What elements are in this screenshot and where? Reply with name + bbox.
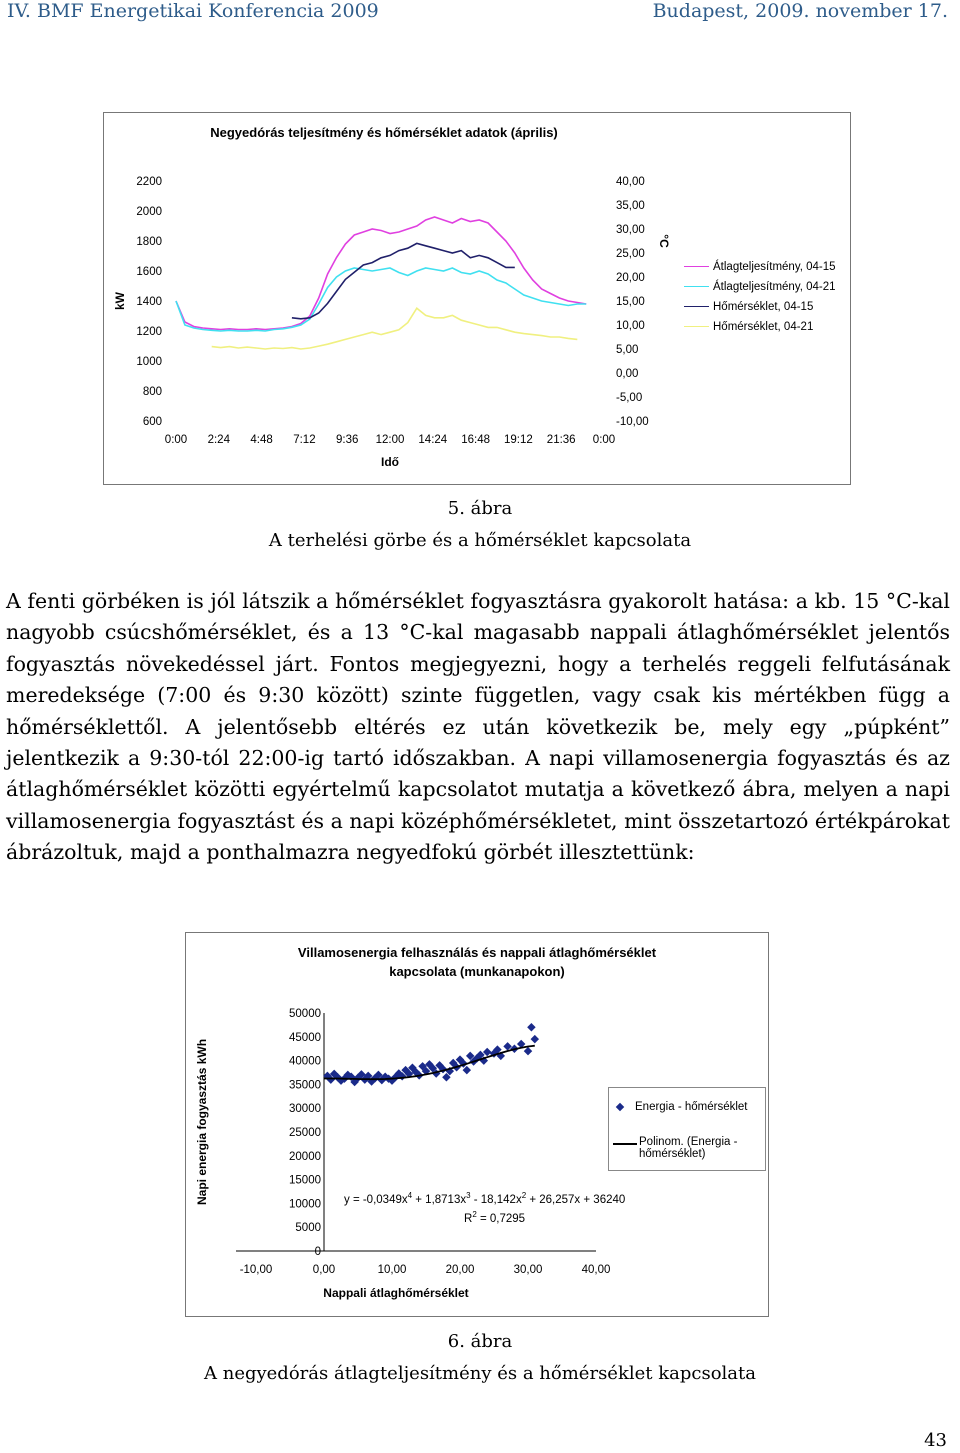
body-paragraph: A fenti görbéken is jól látszik a hőmérséklet fogyasztásra gyakorolt hatása: a kb. 15 °C-kal nagyobb csúcshőmérséklet, és a 13 °C-kal magasabb nappali átlaghőmérséklet jelentős fogyasztás növekedéssel járt. Fontos megjegyezni, hogy a terhelés reggeli felfutásának meredeksége (7:00 és 9:30 között) szinte független, vagy csak kis mértékben függ a hőmérséklettől. A jelentősebb eltérés ez után következik be, mely egy „púpként” jelentkezik a 9:30-tól 22:00-ig tartó időszakban. A napi villamosenergia fogyasztás és az átlaghőmérséklet közötti egyértelmű kapcsolatot mutatja a következő ábra, melyen a napi villamosenergia fogyasztást és a napi középhőmérsékletet, mint összetartozó értékpárokat ábrázoltuk, majd a ponthalmazra negyedfokú görbét illesztettünk:: [6, 589, 950, 865]
legend-swatch: [684, 286, 709, 287]
x-tick-label: 10,00: [377, 1264, 407, 1276]
y-left-tick-label: 600: [142, 416, 162, 428]
legend-label: Hőmérséklet, 04-21: [713, 321, 814, 333]
conference-header: IV. BMF Energetikai Konferencia 2009: [7, 0, 379, 22]
y-tick-label: 45000: [289, 1031, 321, 1044]
y-tick-label: 15000: [289, 1174, 321, 1187]
figure6-caption: A negyedórás átlagteljesítmény és a hőmérséklet kapcsolata: [204, 1363, 756, 1384]
y-right-tick-label: 40,00: [616, 176, 645, 188]
chart2-equation: $y = -0,0349x^4 + 1,8713x^3 - 18,142x^2 + 26,257x + 36240$: [344, 1191, 626, 1206]
chart2-legend-poly: [613, 1136, 737, 1160]
y-tick-label: 0: [314, 1246, 321, 1258]
legend-label: Átlagteljesítmény, 04-21: [713, 281, 836, 293]
y-tick-label: 20000: [289, 1150, 321, 1163]
chart1-legend-4: [684, 321, 813, 333]
y-right-tick-label: 25,00: [616, 248, 645, 260]
x-tick-label: 19:12: [504, 434, 533, 446]
x-tick-label: 40,00: [581, 1264, 611, 1276]
x-tick-label: 0:00: [592, 434, 616, 446]
y-left-tick-label: 2200: [136, 176, 162, 188]
chart2-title-line1: Villamosenergia felhasználás és nappali átlaghőmérséklet: [297, 945, 657, 960]
y-right-tick-label: -10,00: [616, 416, 649, 428]
x-tick-label: 21:36: [546, 434, 576, 446]
chart1-legend-3: [684, 301, 813, 313]
y-left-tick-label: 1600: [136, 266, 162, 278]
figure5-number: 5. ábra: [447, 498, 513, 519]
y-left-tick-label: 2000: [136, 206, 162, 218]
legend-swatch: [684, 266, 709, 267]
y-tick-label: 35000: [289, 1079, 321, 1092]
chart-load-temperature: [103, 112, 851, 485]
legend-swatch: [613, 1143, 637, 1145]
chart2-legend-points: [617, 1101, 748, 1113]
x-tick-label: 4:48: [250, 434, 273, 446]
legend-swatch: [684, 306, 709, 307]
legend-swatch: [684, 326, 709, 327]
chart2-r-squared: $R^2 = 0,7295$: [464, 1210, 526, 1225]
x-tick-label: 20,00: [445, 1264, 475, 1276]
y-tick-label: 5000: [295, 1222, 321, 1235]
x-tick-label: 12:00: [375, 434, 405, 446]
y-left-tick-label: 1800: [136, 236, 162, 248]
scatter-point: [524, 1047, 532, 1055]
x-tick-label: 30,00: [513, 1264, 543, 1276]
y-left-axis-label: kW: [113, 292, 127, 310]
series-line-2: [176, 268, 586, 331]
y-right-tick-label: 10,00: [616, 320, 645, 332]
x-tick-label: 16:48: [461, 434, 490, 446]
x-tick-label: 0,00: [312, 1264, 336, 1276]
x-tick-label: 7:12: [293, 434, 316, 446]
y-tick-label: 25000: [289, 1127, 321, 1139]
figure6-number: 6. ábra: [447, 1331, 513, 1352]
x-tick-label: 14:24: [418, 434, 448, 446]
page-number: 43: [924, 1430, 947, 1451]
y-right-tick-label: 15,00: [616, 296, 645, 308]
scatter-point: [527, 1023, 535, 1031]
legend-label: Átlagteljesítmény, 04-15: [713, 261, 836, 273]
y-right-tick-label: 35,00: [616, 200, 645, 212]
diamond-icon: [616, 1103, 624, 1111]
x-axis-label: Nappali átlaghőmérséklet: [323, 1286, 469, 1300]
series-line-1: [176, 217, 586, 330]
y-tick-label: 50000: [289, 1008, 321, 1020]
x-tick-label: 9:36: [336, 434, 359, 446]
y-axis-label: Napi energia fogyasztás kWh: [195, 1038, 209, 1206]
x-tick-label: 2:24: [207, 434, 230, 446]
y-left-tick-label: 800: [142, 386, 162, 398]
y-left-tick-label: 1000: [136, 356, 162, 368]
chart1-legend-1: [684, 261, 836, 273]
chart2-legend: [608, 1087, 766, 1171]
y-right-tick-label: 0,00: [616, 368, 639, 380]
y-left-tick-label: 1200: [136, 326, 162, 338]
chart-energy-temperature: [185, 932, 769, 1317]
date-header: Budapest, 2009. november 17.: [652, 0, 948, 22]
y-left-tick-label: 1400: [136, 296, 162, 308]
y-tick-label: 30000: [289, 1103, 321, 1116]
y-right-tick-label: 5,00: [616, 344, 639, 356]
legend-label: Polinom. (Energia - hőmérséklet): [639, 1136, 738, 1160]
figure5-caption: A terhelési görbe és a hőmérséklet kapcsolata: [268, 530, 692, 551]
y-tick-label: 40000: [289, 1055, 321, 1068]
x-tick-label: 0:00: [164, 434, 188, 446]
chart1-title: Negyedórás teljesítmény és hőmérséklet adatok (április): [210, 125, 558, 140]
y-right-tick-label: -5,00: [616, 392, 643, 404]
y-right-axis-label: °C: [657, 234, 671, 248]
scatter-point: [531, 1035, 539, 1043]
legend-label: Hőmérséklet, 04-15: [713, 301, 814, 313]
chart2-title-line2: kapcsolata (munkanapokon): [389, 964, 565, 979]
y-tick-label: 10000: [289, 1198, 321, 1211]
y-right-tick-label: 20,00: [616, 272, 645, 284]
legend-label: Energia - hőmérséklet: [635, 1101, 748, 1113]
x-tick-label: -10,00: [239, 1264, 273, 1276]
x-axis-label: Idő: [381, 455, 399, 469]
chart1-legend-2: [684, 281, 836, 293]
y-right-tick-label: 30,00: [616, 224, 645, 236]
chart1-plot: [104, 113, 850, 484]
